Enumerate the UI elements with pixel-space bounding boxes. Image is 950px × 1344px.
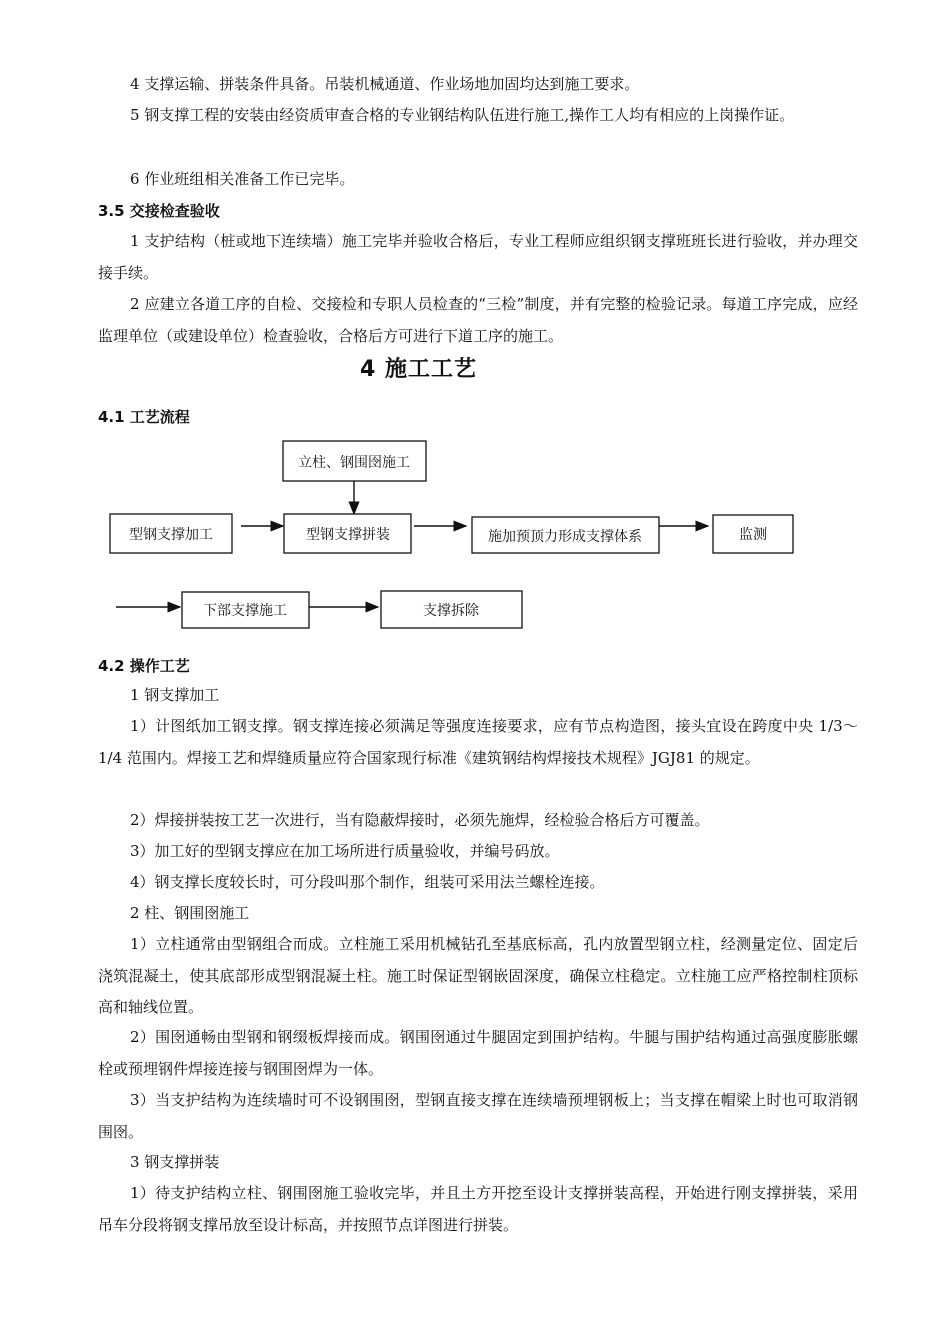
section-4-2-heading: 4.2 操作工艺 [98,657,190,675]
subsection-1-item-3: 3）加工好的型钢支撑应在加工场所进行质量验收，并编号码放。 [130,842,560,860]
flow-label-prestress: 施加预顶力形成支撑体系 [488,529,642,545]
flow-label-fabrication: 型钢支撑加工 [129,527,213,543]
paragraph-item-4: 4 支撑运输、拼装条件具备。吊装机械通道、作业场地加固均达到施工要求。 [130,75,640,93]
subsection-2-item-3: 3）当支护结构为连续墙时可不设钢围囹，型钢直接支撑在连续墙预埋钢板上；当支撑在帽梁上时也可取消钢围囹。 [98,1091,858,1141]
subsection-3-title: 3 钢支撑拼装 [130,1153,220,1171]
subsection-1-item-2: 2）焊接拼装按工艺一次进行，当有隐蔽焊接时，必须先施焊，经检验合格后方可覆盖。 [130,811,710,829]
section-3-5-item-2: 2 应建立各道工序的自检、交接检和专职人员检查的“三检”制度，并有完整的检验记录。每道工序完成，应经监理单位（或建设单位）检查验收，合格后方可进行下道工序的施工。 [98,295,858,345]
section-3-5-item-1: 1 支护结构（桩或地下连续墙）施工完毕并验收合格后，专业工程师应组织钢支撑班班长进行验收，并办理交接手续。 [98,232,858,282]
flow-box-assembly [284,514,411,553]
flow-box-monitoring [713,515,793,553]
subsection-2-title: 2 柱、钢围囹施工 [130,904,250,922]
flow-box-fabrication [110,514,232,553]
flow-box-removal [381,591,522,628]
subsection-2-item-1: 1）立柱通常由型钢组合而成。立柱施工采用机械钻孔至基底标高，孔内放置型钢立柱，经测量定位、固定后浇筑混凝土，使其底部形成型钢混凝土柱。施工时保证型钢嵌固深度，确保立柱稳定。立柱施工应严格控制柱顶标高和轴线位置。 [98,935,858,1016]
flow-label-monitoring: 监测 [739,527,767,543]
flow-label-column-construction: 立柱、钢围囹施工 [298,455,410,471]
section-4-1-heading: 4.1 工艺流程 [98,408,190,426]
flow-label-lower-support: 下部支撑施工 [203,603,287,619]
paragraph-item-6: 6 作业班组相关准备工作已完毕。 [130,170,355,188]
flow-box-lower-support [182,592,309,628]
subsection-1-item-4: 4）钢支撑长度较长时，可分段叫那个制作，组装可采用法兰螺栓连接。 [130,873,605,891]
paragraph-item-5: 5 钢支撑工程的安装由经资质审查合格的专业钢结构队伍进行施工,操作工人均有相应的上岗操作证。 [130,106,795,124]
chapter-title: 4 施工工艺 [360,357,477,382]
subsection-2-item-2: 2）围囹通畅由型钢和钢缀板焊接而成。钢围囹通过牛腿固定到围护结构。牛腿与围护结构通过高强度膨胀螺栓或预埋钢件焊接连接与钢围囹焊为一体。 [98,1028,858,1078]
process-flow-diagram [0,0,950,660]
subsection-1-item-1: 1）计图纸加工钢支撑。钢支撑连接必须满足等强度连接要求，应有节点构造图，接头宜设在跨度中央 1/3～1/4 范围内。焊接工艺和焊缝质量应符合国家现行标准《建筑钢结构焊接技术规程》JGJ81 的规定。 [98,717,858,767]
flow-label-assembly: 型钢支撑拼装 [306,527,390,543]
section-3-5-heading: 3.5 交接检查验收 [98,202,220,220]
flow-box-prestress [472,517,659,553]
subsection-1-title: 1 钢支撑加工 [130,686,220,704]
flow-box-column-construction [283,441,426,481]
subsection-3-item-1: 1）待支护结构立柱、钢围囹施工验收完毕，并且土方开挖至设计支撑拼装高程，开始进行刚支撑拼装，采用吊车分段将钢支撑吊放至设计标高，并按照节点详图进行拼装。 [98,1184,858,1234]
flow-label-removal: 支撑拆除 [423,603,479,619]
